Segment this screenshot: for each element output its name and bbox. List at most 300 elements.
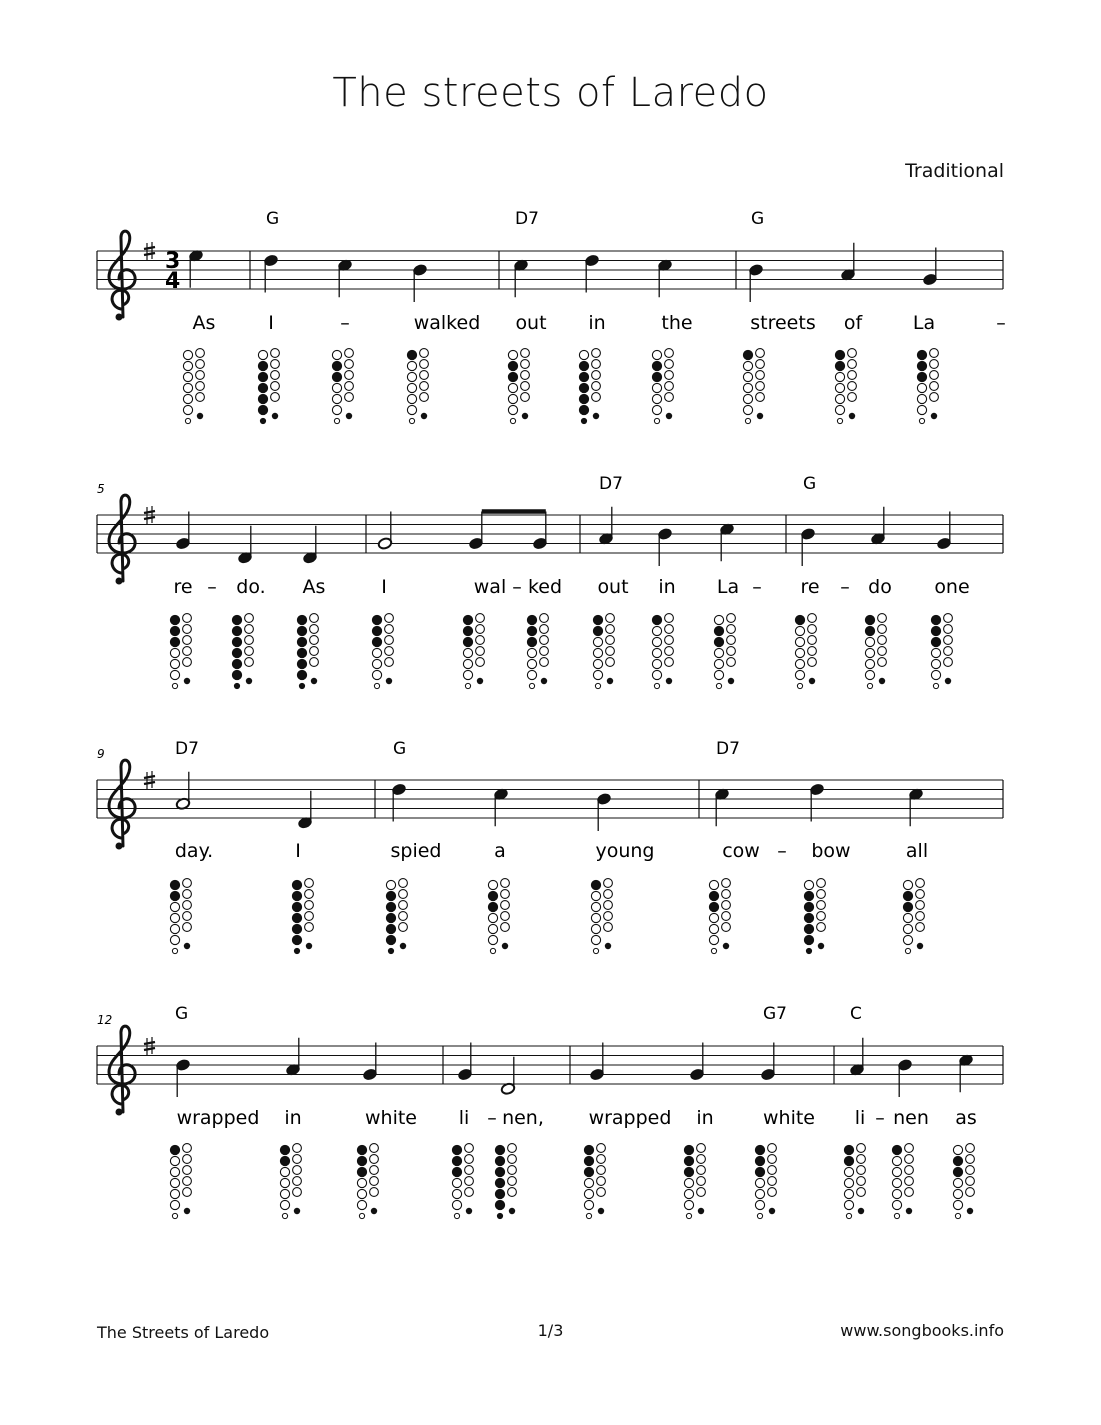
whistle-hole-icon [728,678,734,684]
whistle-hole-icon [183,636,192,645]
whistle-hole-icon [597,1144,606,1153]
chord-symbol: D7 [599,474,623,494]
whistle-hole-icon [527,615,536,624]
lyric-syllable: out [515,312,547,334]
whistle-hole-icon [170,1167,179,1176]
whistle-hole-icon [817,890,826,899]
whistle-hole-icon [297,615,306,624]
whistle-hole-icon [597,1166,606,1175]
whistle-hole-icon [372,626,381,635]
lyric-syllable: – [777,840,787,862]
whistle-hole-icon [743,350,752,359]
whistle-hole-icon [945,678,951,684]
whistle-hole-icon [293,1166,302,1175]
whistle-hole-icon [817,912,826,921]
whistle-hole-icon [294,1208,300,1214]
whistle-hole-icon [357,1167,366,1176]
whistle-hole-icon [452,1178,461,1187]
lyric-syllable: I [295,840,301,862]
whistle-hole-icon [709,924,718,933]
whistle-hole-icon [931,615,940,624]
lyric-syllable: – [340,312,350,334]
whistle-hole-icon [490,948,495,953]
whistle-hole-icon [722,901,731,910]
whistle-hole-icon [743,394,752,403]
whistle-hole-icon [196,349,205,358]
whistle-hole-icon [183,394,192,403]
whistle-hole-icon [399,901,408,910]
whistle-hole-icon [604,901,613,910]
whistle-hole-icon [697,1155,706,1164]
whistle-hole-icon [817,901,826,910]
lyric-syllable: as [955,1107,977,1129]
whistle-hole-icon [310,614,319,623]
whistle-hole-icon [183,647,192,656]
whistle-hole-icon [652,383,661,392]
whistle-hole-icon [665,658,674,667]
whistle-hole-icon [292,924,301,933]
whistle-hole-icon [584,1200,593,1209]
whistle-hole-icon [183,1144,192,1153]
whistle-hole-icon [292,891,301,900]
whistle-hole-icon [508,405,517,414]
whistle-hole-icon [196,360,205,369]
lyric-syllable: the [661,312,693,334]
whistle-hole-icon [183,923,192,932]
whistle-hole-icon [666,678,672,684]
whistle-hole-icon [297,659,306,668]
whistle-hole-icon [727,658,736,667]
whistle-hole-icon [665,349,674,358]
whistle-hole-icon [892,1145,901,1154]
whistle-hole-icon [463,637,472,646]
whistle-hole-icon [709,880,718,889]
whistle-hole-icon [452,1145,461,1154]
whistle-hole-icon [280,1189,289,1198]
whistle-hole-icon [654,683,659,688]
whistle-hole-icon [501,912,510,921]
lyric-syllable: do. [236,576,266,598]
whistle-hole-icon [172,1213,177,1218]
whistle-hole-icon [684,1178,693,1187]
whistle-hole-icon [488,913,497,922]
whistle-hole-icon [606,647,615,656]
whistle-hole-icon [818,943,824,949]
whistle-hole-icon [804,913,813,922]
whistle-hole-icon [245,647,254,656]
whistle-hole-icon [334,418,339,423]
whistle-hole-icon [697,1166,706,1175]
time-signature-bottom: 4 [165,269,181,294]
whistle-hole-icon [280,1156,289,1165]
whistle-hole-icon [593,626,602,635]
whistle-hole-icon [357,1189,366,1198]
whistle-hole-icon [846,1213,851,1218]
whistle-hole-icon [894,1213,899,1218]
whistle-hole-icon [606,658,615,667]
treble-clef-icon [109,231,135,317]
whistle-hole-icon [756,371,765,380]
lyric-syllable: all [905,840,929,862]
whistle-hole-icon [346,413,352,419]
lyric-syllable: I [268,312,274,334]
whistle-hole-icon [359,1213,364,1218]
whistle-hole-icon [607,678,613,684]
whistle-hole-icon [420,371,429,380]
whistle-hole-icon [488,924,497,933]
whistle-hole-icon [183,1166,192,1175]
music-system [97,739,1003,954]
whistle-hole-icon [463,659,472,668]
chord-symbol: D7 [716,739,740,759]
whistle-hole-icon [595,683,600,688]
whistle-hole-icon [299,683,304,688]
whistle-hole-icon [652,670,661,679]
whistle-hole-icon [310,647,319,656]
lyric-syllable: bow [811,840,851,862]
whistle-hole-icon [183,383,192,392]
whistle-hole-icon [903,902,912,911]
whistle-hole-icon [183,879,192,888]
chord-symbol: D7 [515,209,539,229]
whistle-hole-icon [245,636,254,645]
whistle-hole-icon [488,902,497,911]
whistle-hole-icon [867,683,872,688]
whistle-hole-icon [917,943,923,949]
whistle-hole-icon [804,880,813,889]
sharp-icon [144,1048,155,1050]
whistle-hole-icon [755,1178,764,1187]
whistle-hole-icon [497,1213,502,1218]
whistle-hole-icon [722,879,731,888]
whistle-hole-icon [372,615,381,624]
whistle-hole-icon [170,670,179,679]
lyric-syllable: re [173,576,193,598]
lyric-syllable: nen, [502,1107,544,1129]
whistle-hole-icon [293,1177,302,1186]
whistle-hole-icon [808,647,817,656]
whistle-hole-icon [665,636,674,645]
whistle-hole-icon [593,648,602,657]
whistle-hole-icon [808,614,817,623]
whistle-hole-icon [606,636,615,645]
whistle-hole-icon [930,371,939,380]
whistle-hole-icon [540,658,549,667]
whistle-hole-icon [804,935,813,944]
whistle-hole-icon [170,1200,179,1209]
whistle-hole-icon [508,350,517,359]
whistle-hole-icon [597,1188,606,1197]
whistle-hole-icon [463,626,472,635]
whistle-hole-icon [944,647,953,656]
whistle-hole-icon [931,659,940,668]
whistle-hole-icon [170,1189,179,1198]
whistle-hole-icon [931,637,940,646]
whistle-hole-icon [768,1155,777,1164]
whistle-hole-icon [310,636,319,645]
whistle-hole-icon [591,924,600,933]
whistle-hole-icon [597,1177,606,1186]
treble-clef-icon [116,1109,123,1116]
whistle-hole-icon [684,1145,693,1154]
whistle-hole-icon [452,1189,461,1198]
whistle-hole-icon [591,913,600,922]
lyric-syllable: – [512,576,522,598]
whistle-hole-icon [407,405,416,414]
whistle-hole-icon [293,1188,302,1197]
whistle-hole-icon [892,1189,901,1198]
whistle-hole-icon [795,615,804,624]
whistle-hole-icon [865,615,874,624]
whistle-hole-icon [844,1156,853,1165]
whistle-hole-icon [878,636,887,645]
whistle-hole-icon [916,912,925,921]
whistle-hole-icon [183,625,192,634]
lyric-syllable: in [284,1107,302,1129]
whistle-hole-icon [652,648,661,657]
whistle-hole-icon [170,626,179,635]
whistle-hole-icon [756,360,765,369]
sharp-icon [144,782,155,784]
whistle-hole-icon [521,371,530,380]
chord-symbol: G [175,1004,189,1024]
whistle-hole-icon [743,383,752,392]
whistle-hole-icon [586,1213,591,1218]
whistle-hole-icon [508,372,517,381]
sharp-icon [144,776,155,778]
whistle-hole-icon [714,626,723,635]
whistle-hole-icon [966,1144,975,1153]
whistle-hole-icon [593,413,599,419]
whistle-hole-icon [466,1208,472,1214]
whistle-hole-icon [592,360,601,369]
treble-clef-icon [116,314,123,321]
whistle-hole-icon [386,913,395,922]
whistle-hole-icon [593,637,602,646]
whistle-hole-icon [930,393,939,402]
whistle-hole-icon [966,1155,975,1164]
whistle-hole-icon [579,361,588,370]
chord-symbol: D7 [175,739,199,759]
whistle-hole-icon [652,350,661,359]
sharp-icon [144,517,155,519]
lyric-syllable: La [716,576,740,598]
footer-website: www.songbooks.info [840,1321,1004,1340]
lyric-syllable: – [487,1107,497,1129]
whistle-hole-icon [665,360,674,369]
whistle-hole-icon [722,912,731,921]
whistle-hole-icon [407,372,416,381]
whistle-hole-icon [305,879,314,888]
whistle-hole-icon [584,1189,593,1198]
whistle-hole-icon [540,614,549,623]
whistle-hole-icon [297,670,306,679]
chord-symbol: G [803,474,817,494]
lyric-syllable: re [800,576,820,598]
whistle-hole-icon [292,913,301,922]
whistle-hole-icon [797,683,802,688]
whistle-hole-icon [370,1166,379,1175]
whistle-hole-icon [170,1178,179,1187]
whistle-hole-icon [388,948,393,953]
measure-number: 12 [97,1013,113,1027]
whistle-hole-icon [848,360,857,369]
whistle-hole-icon [905,1188,914,1197]
whistle-hole-icon [665,625,674,634]
whistle-hole-icon [280,1145,289,1154]
whistle-hole-icon [386,924,395,933]
whistle-hole-icon [420,382,429,391]
whistle-hole-icon [399,890,408,899]
whistle-hole-icon [271,371,280,380]
whistle-hole-icon [804,924,813,933]
whistle-hole-icon [966,1177,975,1186]
whistle-hole-icon [944,636,953,645]
whistle-hole-icon [232,670,241,679]
whistle-hole-icon [258,372,267,381]
whistle-hole-icon [495,1200,504,1209]
whistle-hole-icon [292,880,301,889]
whistle-hole-icon [292,902,301,911]
lyric-syllable: wal [473,576,507,598]
whistle-hole-icon [905,1166,914,1175]
whistle-hole-icon [246,678,252,684]
whistle-hole-icon [743,405,752,414]
whistle-hole-icon [488,891,497,900]
whistle-hole-icon [795,670,804,679]
whistle-hole-icon [768,1144,777,1153]
whistle-hole-icon [297,648,306,657]
treble-clef-icon [109,495,135,581]
whistle-hole-icon [282,1213,287,1218]
whistle-hole-icon [579,383,588,392]
whistle-hole-icon [593,659,602,668]
whistle-hole-icon [917,350,926,359]
whistle-hole-icon [508,361,517,370]
whistle-hole-icon [297,626,306,635]
whistle-hole-icon [400,943,406,949]
whistle-hole-icon [652,405,661,414]
whistle-hole-icon [727,636,736,645]
sharp-icon [144,1042,155,1044]
whistle-hole-icon [848,371,857,380]
whistle-hole-icon [399,912,408,921]
whistle-hole-icon [768,1188,777,1197]
whistle-hole-icon [170,1156,179,1165]
whistle-hole-icon [170,913,179,922]
whistle-hole-icon [665,382,674,391]
whistle-hole-icon [684,1189,693,1198]
lyric-syllable: ked [527,576,563,598]
whistle-hole-icon [305,923,314,932]
whistle-hole-icon [931,670,940,679]
whistle-hole-icon [697,1144,706,1153]
whistle-hole-icon [597,1155,606,1164]
whistle-hole-icon [386,678,392,684]
lyric-syllable: li [458,1107,470,1129]
whistle-hole-icon [857,1155,866,1164]
whistle-hole-icon [170,659,179,668]
whistle-hole-icon [509,1208,515,1214]
whistle-hole-icon [184,943,190,949]
whistle-hole-icon [271,393,280,402]
whistle-hole-icon [258,383,267,392]
whistle-hole-icon [501,923,510,932]
lyric-syllable: day. [174,840,214,862]
whistle-hole-icon [905,1144,914,1153]
whistle-hole-icon [540,636,549,645]
whistle-hole-icon [878,614,887,623]
whistle-hole-icon [592,382,601,391]
whistle-hole-icon [386,891,395,900]
whistle-hole-icon [465,1155,474,1164]
whistle-hole-icon [591,902,600,911]
whistle-hole-icon [755,1145,764,1154]
whistle-hole-icon [768,1177,777,1186]
whistle-hole-icon [183,1177,192,1186]
whistle-hole-icon [385,614,394,623]
whistle-hole-icon [795,659,804,668]
whistle-hole-icon [258,361,267,370]
lyric-syllable: – [996,312,1006,334]
whistle-hole-icon [857,1188,866,1197]
whistle-hole-icon [584,1167,593,1176]
whistle-hole-icon [711,948,716,953]
whistle-hole-icon [495,1167,504,1176]
whistle-hole-icon [184,678,190,684]
whistle-hole-icon [916,890,925,899]
whistle-hole-icon [183,890,192,899]
whistle-hole-icon [357,1200,366,1209]
whistle-hole-icon [245,658,254,667]
whistle-hole-icon [170,935,179,944]
whistle-hole-icon [652,659,661,668]
whistle-hole-icon [604,879,613,888]
whistle-hole-icon [844,1189,853,1198]
whistle-hole-icon [184,1208,190,1214]
whistle-hole-icon [183,350,192,359]
whistle-hole-icon [605,943,611,949]
whistle-hole-icon [591,880,600,889]
whistle-hole-icon [476,658,485,667]
whistle-hole-icon [931,413,937,419]
treble-clef-icon [109,1026,135,1112]
whistle-hole-icon [476,614,485,623]
whistle-hole-icon [592,349,601,358]
whistle-hole-icon [878,647,887,656]
whistle-hole-icon [722,890,731,899]
whistle-hole-icon [593,948,598,953]
whistle-hole-icon [716,683,721,688]
whistle-hole-icon [527,659,536,668]
whistle-hole-icon [332,394,341,403]
whistle-hole-icon [857,1166,866,1175]
whistle-hole-icon [967,1208,973,1214]
whistle-hole-icon [521,349,530,358]
whistle-hole-icon [297,637,306,646]
whistle-hole-icon [452,1200,461,1209]
whistle-hole-icon [579,405,588,414]
whistle-hole-icon [835,394,844,403]
whistle-hole-icon [529,683,534,688]
whistle-hole-icon [232,648,241,657]
whistle-hole-icon [865,648,874,657]
whistle-hole-icon [476,625,485,634]
whistle-hole-icon [310,625,319,634]
whistle-hole-icon [495,1145,504,1154]
whistle-hole-icon [768,1166,777,1175]
whistle-hole-icon [795,626,804,635]
